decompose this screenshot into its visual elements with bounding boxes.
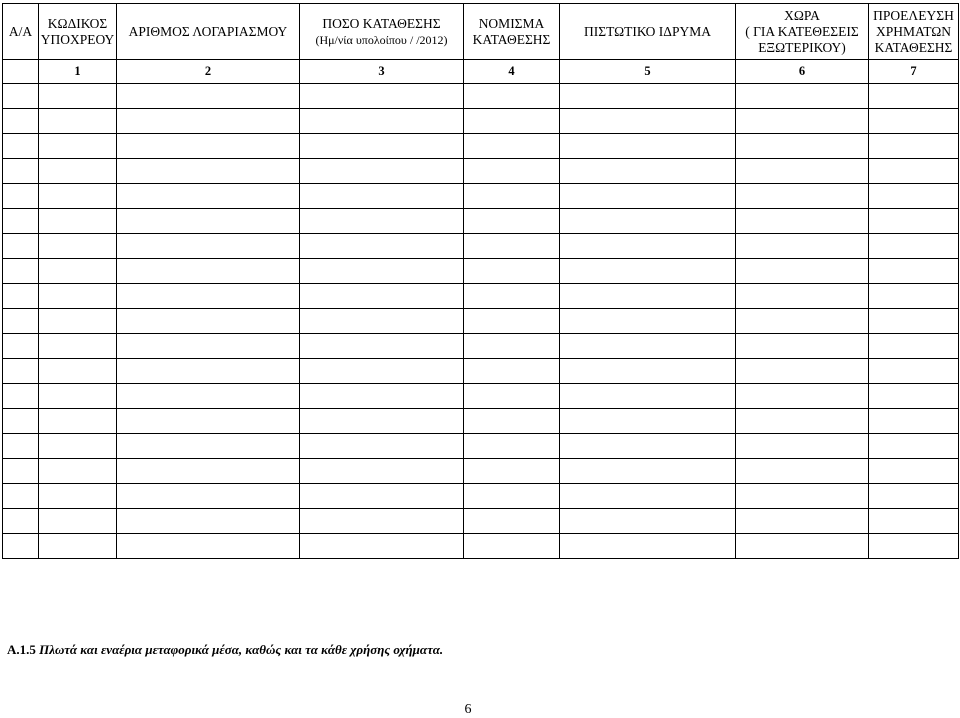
table-cell bbox=[560, 84, 736, 109]
table-cell bbox=[3, 384, 39, 409]
col-header-obligor-code: ΚΩΔΙΚΟΣ ΥΠΟΧΡΕΟΥ bbox=[39, 4, 117, 60]
table-cell bbox=[736, 209, 869, 234]
table-cell bbox=[300, 484, 464, 509]
table-cell bbox=[39, 259, 117, 284]
table-cell bbox=[464, 459, 560, 484]
table-cell bbox=[39, 359, 117, 384]
table-cell bbox=[300, 209, 464, 234]
table-cell bbox=[300, 134, 464, 159]
table-cell bbox=[300, 159, 464, 184]
table-cell bbox=[3, 209, 39, 234]
table-cell bbox=[736, 84, 869, 109]
table-cell bbox=[869, 409, 959, 434]
table-cell bbox=[39, 384, 117, 409]
table-cell bbox=[736, 534, 869, 559]
table-cell bbox=[39, 284, 117, 309]
table-cell bbox=[3, 259, 39, 284]
table-cell bbox=[869, 234, 959, 259]
column-number-row bbox=[3, 60, 959, 84]
section-title: Πλωτά και εναέρια μεταφορικά μέσα, καθώς και τα κάθε χρήσης οχήματα. bbox=[39, 642, 444, 657]
table-cell bbox=[560, 184, 736, 209]
page-number: 6 bbox=[464, 702, 472, 717]
table-cell bbox=[117, 284, 300, 309]
table-cell bbox=[560, 509, 736, 534]
table-cell bbox=[736, 509, 869, 534]
table-cell bbox=[736, 259, 869, 284]
table-cell bbox=[300, 384, 464, 409]
table-row bbox=[3, 134, 959, 159]
table-cell bbox=[869, 309, 959, 334]
table-cell bbox=[117, 84, 300, 109]
col-header-credit-institution: ΠΙΣΤΩΤΙΚΟ ΙΔΡΥΜΑ bbox=[560, 4, 736, 60]
table-cell bbox=[39, 434, 117, 459]
table-cell bbox=[464, 284, 560, 309]
table-row bbox=[3, 259, 959, 284]
table-cell bbox=[464, 159, 560, 184]
table-cell bbox=[869, 109, 959, 134]
table-cell bbox=[117, 434, 300, 459]
table-cell bbox=[117, 509, 300, 534]
table-cell bbox=[39, 134, 117, 159]
column-number: 1 bbox=[39, 60, 117, 84]
table-cell bbox=[39, 234, 117, 259]
table-cell bbox=[869, 134, 959, 159]
table-row bbox=[3, 384, 959, 409]
table-cell bbox=[39, 159, 117, 184]
table-row bbox=[3, 509, 959, 534]
col-header-aa: Α/Α bbox=[3, 4, 39, 60]
table-cell bbox=[39, 409, 117, 434]
table-cell bbox=[39, 459, 117, 484]
table-row bbox=[3, 234, 959, 259]
table-cell bbox=[117, 484, 300, 509]
table-cell bbox=[464, 484, 560, 509]
table-cell bbox=[869, 259, 959, 284]
table-cell bbox=[464, 109, 560, 134]
section-number: Α.1.5 bbox=[7, 642, 36, 657]
table-cell bbox=[736, 434, 869, 459]
table-cell bbox=[464, 359, 560, 384]
table-cell bbox=[464, 209, 560, 234]
col-header-deposit-amount: ΠΟΣΟ ΚΑΤΑΘΕΣΗΣ (Ημ/νία υπολοίπου / /2012) bbox=[300, 4, 464, 60]
table-cell bbox=[3, 534, 39, 559]
table-cell bbox=[300, 284, 464, 309]
table-cell bbox=[300, 359, 464, 384]
table-cell bbox=[117, 409, 300, 434]
table-cell bbox=[869, 484, 959, 509]
table-cell bbox=[3, 234, 39, 259]
table-cell bbox=[300, 509, 464, 534]
table-cell bbox=[736, 359, 869, 384]
column-number: 6 bbox=[736, 60, 869, 84]
table-cell bbox=[736, 109, 869, 134]
table-row bbox=[3, 209, 959, 234]
table-cell bbox=[560, 259, 736, 284]
table-cell bbox=[869, 384, 959, 409]
table-cell bbox=[464, 434, 560, 459]
table-cell bbox=[39, 109, 117, 134]
col-header-account-number: ΑΡΙΘΜΟΣ ΛΟΓΑΡΙΑΣΜΟΥ bbox=[117, 4, 300, 60]
table-cell bbox=[39, 309, 117, 334]
table-cell bbox=[464, 234, 560, 259]
table-cell bbox=[560, 309, 736, 334]
table-cell bbox=[560, 359, 736, 384]
deposits-table bbox=[2, 3, 959, 559]
column-number: 4 bbox=[464, 60, 560, 84]
table-cell bbox=[560, 159, 736, 184]
table-row bbox=[3, 409, 959, 434]
table-cell bbox=[300, 459, 464, 484]
section-caption bbox=[7, 642, 443, 658]
table-cell bbox=[117, 534, 300, 559]
table-cell bbox=[464, 134, 560, 159]
table-cell bbox=[464, 534, 560, 559]
table-cell bbox=[117, 259, 300, 284]
table-cell bbox=[464, 334, 560, 359]
table-cell bbox=[736, 334, 869, 359]
table-cell bbox=[869, 209, 959, 234]
table-cell bbox=[560, 434, 736, 459]
table-cell bbox=[3, 309, 39, 334]
table-cell bbox=[39, 84, 117, 109]
table-cell bbox=[117, 459, 300, 484]
table-row bbox=[3, 434, 959, 459]
table-cell bbox=[560, 484, 736, 509]
table-cell bbox=[560, 234, 736, 259]
table-cell bbox=[869, 359, 959, 384]
column-number: 2 bbox=[117, 60, 300, 84]
table-cell bbox=[117, 309, 300, 334]
table-row bbox=[3, 109, 959, 134]
table-cell bbox=[3, 359, 39, 384]
table-cell bbox=[869, 284, 959, 309]
table-cell bbox=[300, 309, 464, 334]
table-row bbox=[3, 184, 959, 209]
table-cell bbox=[736, 459, 869, 484]
table-cell bbox=[869, 159, 959, 184]
table-cell bbox=[39, 209, 117, 234]
table-cell bbox=[117, 109, 300, 134]
header-row bbox=[3, 4, 959, 60]
table-cell bbox=[560, 109, 736, 134]
table-cell bbox=[300, 84, 464, 109]
table-cell bbox=[300, 534, 464, 559]
table-cell bbox=[464, 309, 560, 334]
column-number: 3 bbox=[300, 60, 464, 84]
table-cell bbox=[300, 409, 464, 434]
col-header-country: ΧΩΡΑ ( ΓΙΑ ΚΑΤΕΘΕΣΕΙΣ ΕΞΩΤΕΡΙΚΟΥ) bbox=[736, 4, 869, 60]
table-cell bbox=[3, 84, 39, 109]
table-cell bbox=[869, 534, 959, 559]
table-cell bbox=[117, 234, 300, 259]
table-cell bbox=[560, 459, 736, 484]
table-cell bbox=[117, 209, 300, 234]
table-row bbox=[3, 459, 959, 484]
table-cell bbox=[3, 109, 39, 134]
column-number bbox=[3, 60, 39, 84]
table-cell bbox=[39, 534, 117, 559]
col-header-currency: ΝΟΜΙΣΜΑ ΚΑΤΑΘΕΣΗΣ bbox=[464, 4, 560, 60]
table-cell bbox=[3, 184, 39, 209]
table-cell bbox=[3, 334, 39, 359]
table-cell bbox=[736, 234, 869, 259]
table-cell bbox=[39, 484, 117, 509]
table-cell bbox=[869, 334, 959, 359]
table-row bbox=[3, 84, 959, 109]
table-cell bbox=[3, 434, 39, 459]
table-cell bbox=[464, 384, 560, 409]
table-cell bbox=[117, 384, 300, 409]
table-cell bbox=[736, 309, 869, 334]
table-cell bbox=[869, 184, 959, 209]
table-cell bbox=[300, 234, 464, 259]
column-number: 5 bbox=[560, 60, 736, 84]
table-row bbox=[3, 534, 959, 559]
table-cell bbox=[869, 509, 959, 534]
table-cell bbox=[117, 159, 300, 184]
table-cell bbox=[3, 509, 39, 534]
table-cell bbox=[3, 284, 39, 309]
col-header-funds-origin: ΠΡΟΕΛΕΥΣΗ ΧΡΗΜΑΤΩΝ ΚΑΤΑΘΕΣΗΣ bbox=[869, 4, 959, 60]
table-cell bbox=[560, 409, 736, 434]
table-row bbox=[3, 334, 959, 359]
table-cell bbox=[464, 509, 560, 534]
table-row bbox=[3, 159, 959, 184]
column-number: 7 bbox=[869, 60, 959, 84]
table-cell bbox=[464, 84, 560, 109]
table-cell bbox=[464, 184, 560, 209]
table-cell bbox=[560, 384, 736, 409]
table-cell bbox=[39, 509, 117, 534]
table-cell bbox=[736, 384, 869, 409]
table-cell bbox=[736, 134, 869, 159]
table-cell bbox=[560, 209, 736, 234]
table-cell bbox=[3, 484, 39, 509]
table-row bbox=[3, 484, 959, 509]
table-cell bbox=[117, 134, 300, 159]
table-cell bbox=[464, 409, 560, 434]
table-cell bbox=[736, 159, 869, 184]
table-cell bbox=[560, 534, 736, 559]
table-row bbox=[3, 309, 959, 334]
table-cell bbox=[39, 334, 117, 359]
table-cell bbox=[869, 434, 959, 459]
table-row bbox=[3, 359, 959, 384]
table-cell bbox=[869, 459, 959, 484]
table-cell bbox=[464, 259, 560, 284]
table-cell bbox=[117, 334, 300, 359]
table-cell bbox=[117, 359, 300, 384]
table-cell bbox=[3, 134, 39, 159]
table-cell bbox=[736, 409, 869, 434]
table-cell bbox=[300, 109, 464, 134]
table-cell bbox=[869, 84, 959, 109]
table-cell bbox=[3, 159, 39, 184]
table-cell bbox=[560, 334, 736, 359]
table-cell bbox=[300, 184, 464, 209]
table-cell bbox=[560, 284, 736, 309]
table-cell bbox=[736, 184, 869, 209]
table-cell bbox=[300, 334, 464, 359]
table-cell bbox=[736, 284, 869, 309]
table-cell bbox=[736, 484, 869, 509]
table-cell bbox=[560, 134, 736, 159]
table-cell bbox=[39, 184, 117, 209]
table-cell bbox=[300, 434, 464, 459]
table-cell bbox=[117, 184, 300, 209]
table-cell bbox=[300, 259, 464, 284]
table-cell bbox=[3, 409, 39, 434]
table-cell bbox=[3, 459, 39, 484]
table-row bbox=[3, 284, 959, 309]
